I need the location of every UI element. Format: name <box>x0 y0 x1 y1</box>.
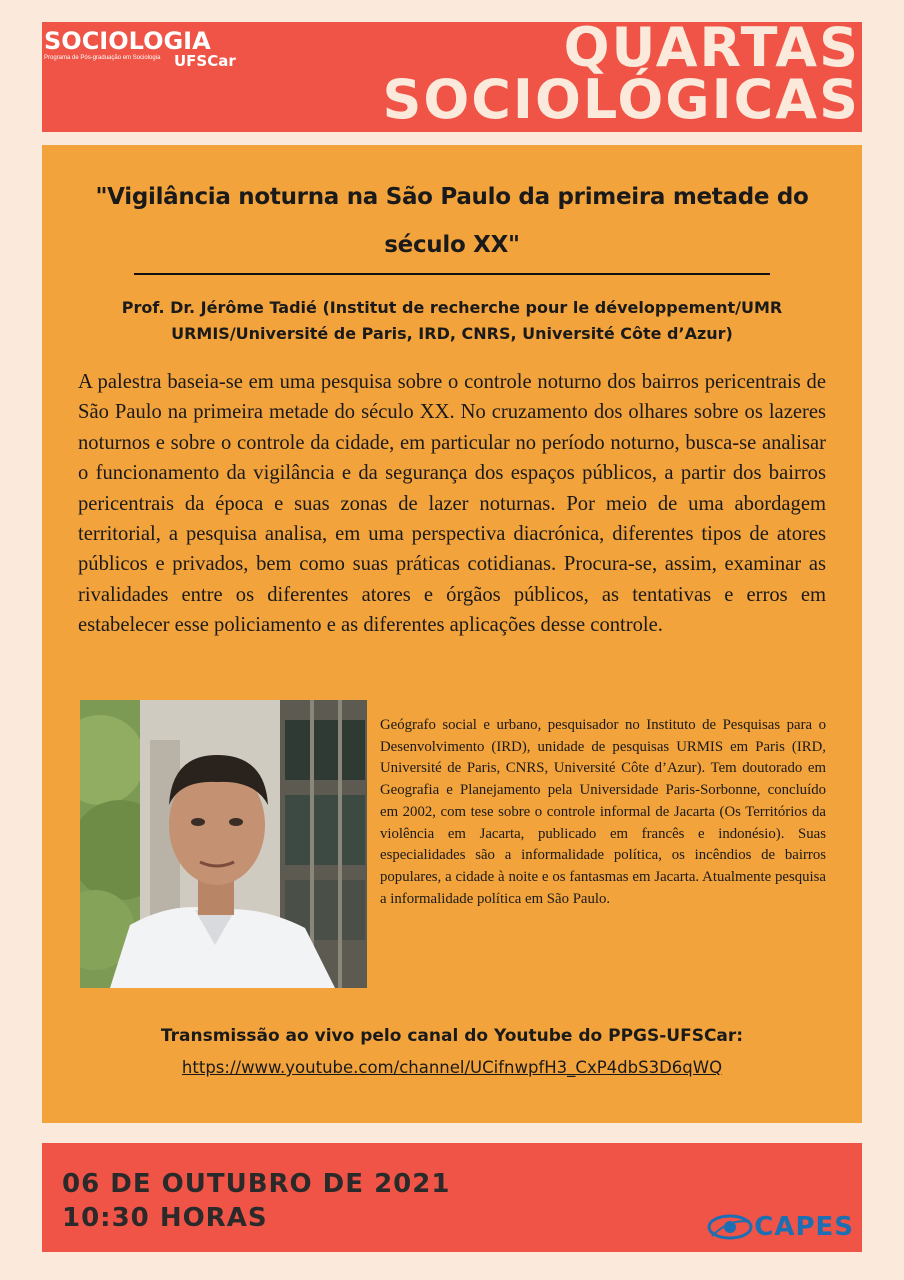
speaker-line2: URMIS/Université de Paris, IRD, CNRS, Université Côte d’Azur) <box>171 324 733 343</box>
logo-main-text: SOCIOLOGIA <box>44 27 211 55</box>
youtube-channel-link[interactable]: https://www.youtube.com/channel/UCifnwpfH3_CxP4dbS3D6qWQ <box>181 1058 723 1077</box>
header-banner <box>42 16 862 132</box>
footer-banner <box>42 1143 862 1252</box>
speaker-photo <box>80 700 367 988</box>
speaker-bio: Geógrafo social e urbano, pesquisador no Instituto de Pesquisas para o Desenvolvimento (IRD), unidade de pesquisas URMIS em Paris (IRD, Université de Paris, CNRS, Université Côte d’Azur). Tem doutorado em Geografia e Planejamento pela Universidade Paris-Sorbonne, concluído em 2002, com tese sobre o controle informal de Jacarta (Os Territórios da violência em Jacarta, publicado em francês e indonésio). Suas especialidades são a informalidade política, os incêndios de bairros populares, a cidade à noite e os fantasmas em Jacarta. Atualmente pesquisa a informalidade política em São Paulo. <box>380 717 826 907</box>
logo-subtitle: Programa de Pós-graduação em Sociologia <box>44 55 161 61</box>
speaker-line1: Prof. Dr. Jérôme Tadié (Institut de recherche pour le développement/UMR <box>121 298 783 317</box>
series-title-line2: SOCIOLÓGICAS <box>382 68 860 131</box>
event-time: 10:30 HORAS <box>62 1203 268 1233</box>
event-date: 06 DE OUTUBRO DE 2021 <box>62 1169 451 1199</box>
content-panel <box>42 145 862 1123</box>
series-title <box>382 16 860 131</box>
title-divider <box>134 273 770 275</box>
speaker-info <box>82 295 822 347</box>
stream-label: Transmissão ao vivo pelo canal do Youtube do PPGS-UFSCar: <box>160 1026 744 1046</box>
logo-institution: UFSCar <box>174 52 236 70</box>
capes-eye-icon <box>706 1212 754 1242</box>
capes-text: CAPES <box>754 1212 854 1242</box>
capes-logo <box>706 1212 854 1242</box>
talk-title: "Vigilância noturna na São Paulo da primeira metade do século XX" <box>95 184 809 258</box>
event-datetime <box>62 1167 450 1235</box>
talk-abstract: A palestra baseia-se em uma pesquisa sobre o controle noturno dos bairros pericentrais de São Paulo na primeira metade do século XX. No cruzamento dos olhares sobre os lazeres noturnos e sobre o controle da cidade, em particular no período noturno, busca-se analisar o funcionamento da vigilância e da segurança dos espaços públicos, a partir dos bairros pericentrais da época e suas zonas de lazer noturnas. Por meio de uma abordagem territorial, a pesquisa analisa, em uma perspectiva diacrónica, diferentes tipos de atores públicos e privados, bem como suas práticas cotidianas. Procura-se, assim, examinar as rivalidades entre os diferentes atores e órgãos públicos, as tentativas e erros em estabelecer esse policiamento e as diferentes aplicações desse controle. <box>78 371 826 637</box>
series-title-line1: QUARTAS <box>563 16 860 79</box>
sociologia-logo <box>44 27 236 70</box>
